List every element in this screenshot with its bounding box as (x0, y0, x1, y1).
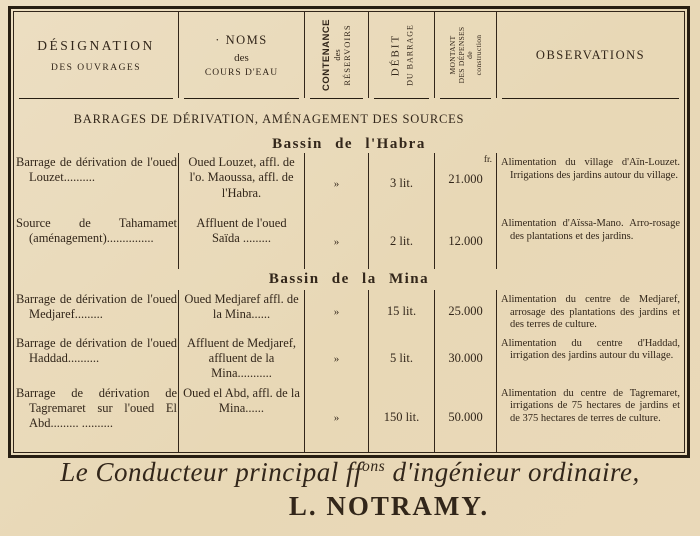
header-designation-subtitle: DES OUVRAGES (50, 62, 142, 73)
column-header-debit (368, 12, 434, 98)
cell-montant: 30.000 (434, 334, 496, 384)
cell-designation: Source de Tahamamet (aménagement)............... (16, 216, 177, 246)
column-header-observations (496, 12, 684, 98)
signature-title-line (0, 457, 700, 488)
header-designation-title: DÉSIGNATION (37, 37, 155, 53)
rotated-header-contenance: CONTENANCE des RÉSERVOIRS (320, 18, 351, 92)
cell-cours-eau: Oued el Abd, affl. de la Mina...... (178, 384, 304, 452)
cell-designation: Barrage de dérivation de l'oued Louzet.......... (16, 155, 177, 185)
header-noms-line1: · NOMS (215, 32, 268, 47)
rotated-header-debit: DÉBIT DU BARRAGE (389, 24, 414, 86)
montant-value: 21.000 (448, 172, 483, 186)
signature-superscript: ons (361, 458, 386, 475)
signature-name: L. NOTRAMY. (288, 491, 490, 521)
section-title-habra: Bassin de l'Habra (272, 136, 426, 152)
signature-block (0, 457, 700, 522)
cell-observations: Alimentation du centre de Tagremaret, irrigations de 75 hectares de jardins et de 375 hectares de terres de culture. (496, 384, 684, 452)
cell-contenance: » (304, 153, 368, 214)
cell-montant: 50.000 (434, 384, 496, 452)
column-header-montant (434, 12, 496, 98)
section-band-habra (14, 98, 684, 153)
cell-cours-eau: Oued Medjaref affl. de la Mina...... (178, 290, 304, 334)
table-row (14, 384, 684, 452)
table-row (14, 214, 684, 269)
cell-observations: Alimentation du centre de Medjaref, arrosage des plantations des jardins et des terres de culture. (496, 290, 684, 334)
cell-debit: 150 lit. (368, 384, 434, 452)
cell-observations: Alimentation d'Aïssa-Mano. Arro-rosage des plantations et des jardins. (496, 214, 684, 269)
cell-designation: Barrage de dérivation de l'oued Haddad.......... (16, 335, 177, 366)
signature-post: d'ingénieur ordinaire, (385, 457, 640, 487)
table-row (14, 153, 684, 214)
cell-contenance: » (304, 384, 368, 452)
cell-observations: Alimentation du village d'Aïn-Louzet. Irrigations des jardins autour du village. (496, 153, 684, 214)
column-header-contenance (304, 12, 368, 98)
cell-debit: 15 lit. (368, 290, 434, 334)
cell-contenance: » (304, 334, 368, 384)
header-noms-line2: des (234, 51, 249, 64)
cell-cours-eau: Affluent de l'oued Saïda ......... (178, 214, 304, 269)
cell-designation: Barrage de dérivation de Tagremaret sur l'oued El Abd......... .......... (16, 385, 177, 431)
cell-contenance: » (304, 290, 368, 334)
table-header-row (14, 12, 684, 98)
header-noms-line3: COURS D'EAU (204, 67, 279, 78)
grand-title: BARRAGES DE DÉRIVATION, AMÉNAGEMENT DES SOURCES (73, 112, 465, 126)
cell-debit: 3 lit. (368, 153, 434, 214)
table-frame (8, 6, 690, 458)
section-title-mina: Bassin de la Mina (268, 271, 430, 287)
table-row (14, 290, 684, 334)
cell-observations: Alimentation du centre d'Haddad, irrigation des jardins autour du village. (496, 334, 684, 384)
table (13, 11, 685, 453)
cell-montant: 25.000 (434, 290, 496, 334)
section-band-mina (14, 269, 684, 290)
table-row (14, 334, 684, 384)
column-header-designation (14, 12, 178, 98)
header-observations-title: OBSERVATIONS (535, 47, 646, 62)
cell-designation: Barrage de dérivation de l'oued Medjaref......... (16, 292, 177, 322)
cell-contenance: » (304, 214, 368, 269)
cell-debit: 2 lit. (368, 214, 434, 269)
cell-debit: 5 lit. (368, 334, 434, 384)
signature-pre: Le Conducteur principal ff (60, 457, 362, 487)
column-header-noms (178, 12, 304, 98)
cell-montant: 12.000 (434, 214, 496, 269)
rotated-header-montant: MONTANT DES DÉPENSES de construction (447, 26, 483, 84)
cell-cours-eau: Oued Louzet, affl. de l'o. Maoussa, affl. de l'Habra. (178, 153, 304, 214)
cell-cours-eau: Affluent de Medjaref, affluent de la Mina........... (178, 334, 304, 384)
currency-label: fr. (483, 155, 492, 165)
cell-montant (434, 153, 496, 214)
